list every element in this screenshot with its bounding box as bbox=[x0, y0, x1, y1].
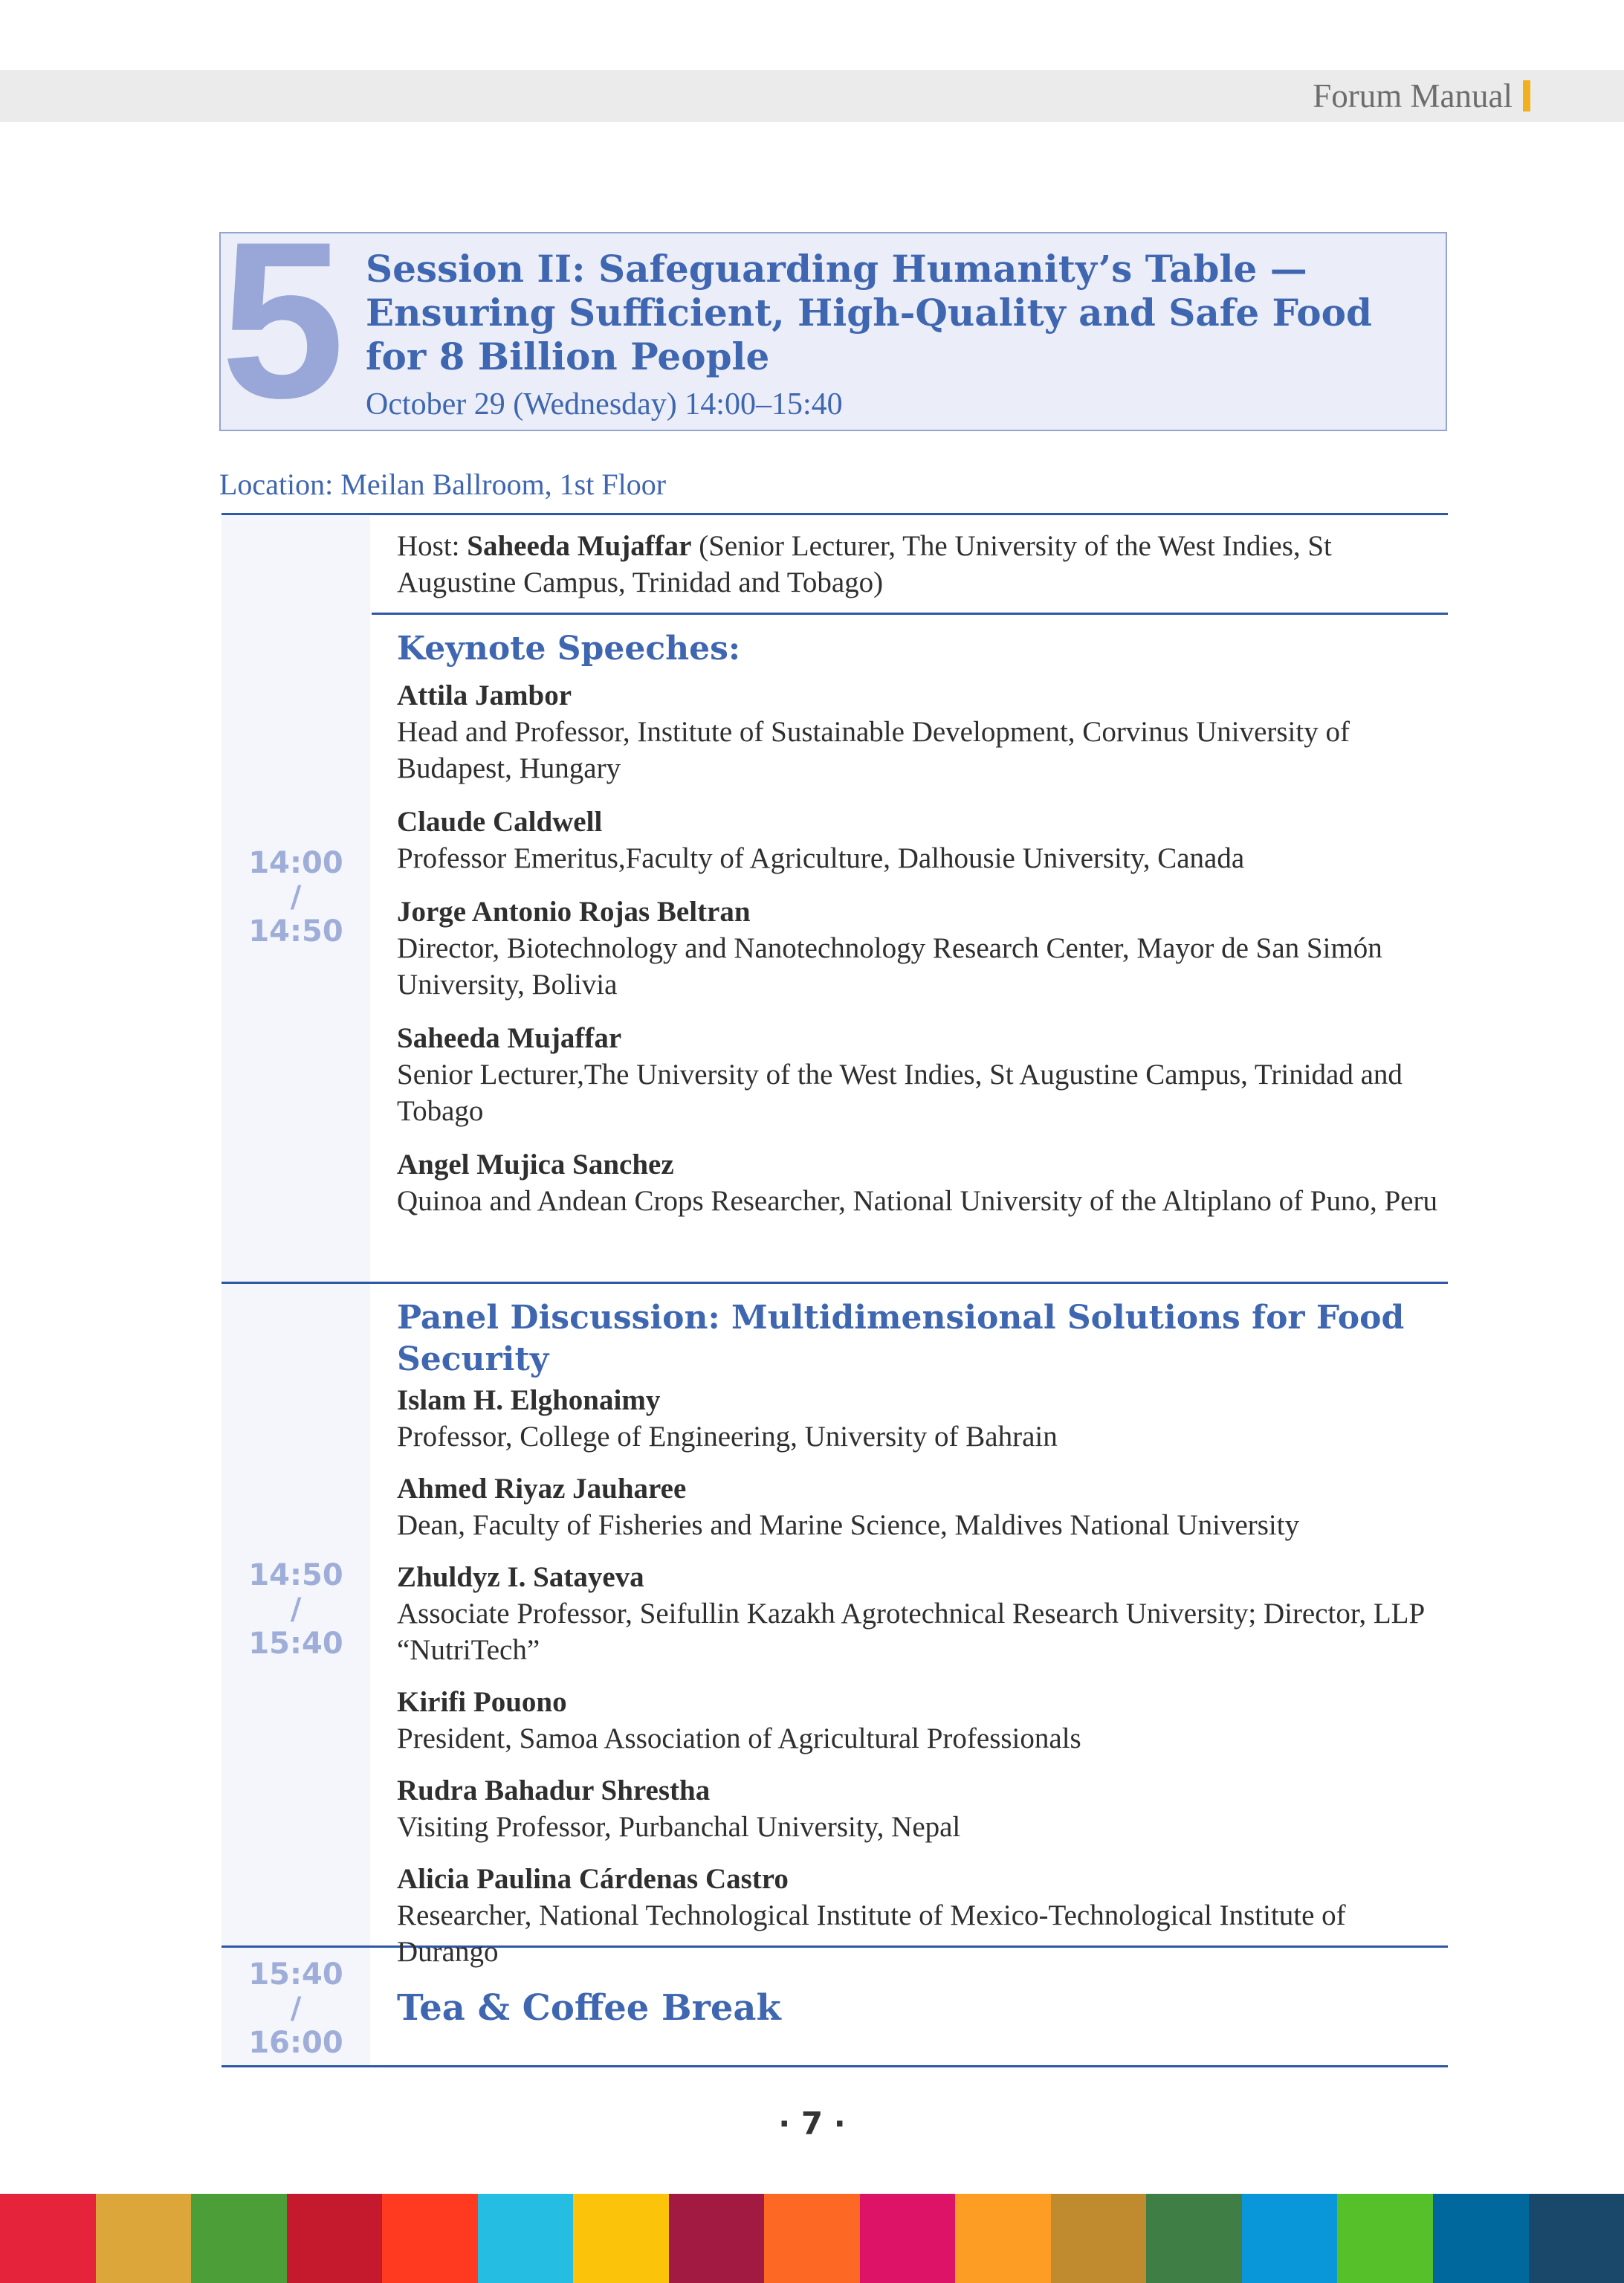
header-accent-mark bbox=[1523, 80, 1530, 112]
speaker-role: Director, Biotechnology and Nanotechnology Research Center, Mayor de San Simón University, Bolivia bbox=[397, 932, 1382, 1001]
panel-speaker bbox=[397, 1470, 1445, 1543]
keynote-heading: Keynote Speeches: bbox=[397, 630, 741, 668]
speaker-name: Alicia Paulina Cárdenas Castro bbox=[397, 1863, 789, 1895]
color-strip-segment bbox=[860, 2194, 956, 2283]
time-separator: / bbox=[290, 880, 302, 914]
color-strip-segment bbox=[955, 2194, 1051, 2283]
session-date-time: October 29 (Wednesday) 14:00–15:40 bbox=[366, 387, 843, 422]
speaker-role: Senior Lecturer,The University of the West Indies, St Augustine Campus, Trinidad and Tobago bbox=[397, 1059, 1403, 1127]
speaker-name: Rudra Bahadur Shrestha bbox=[397, 1775, 711, 1806]
color-strip-segment bbox=[1433, 2194, 1529, 2283]
time-end: 15:40 bbox=[248, 1627, 343, 1661]
speaker-name: Islam H. Elghonaimy bbox=[397, 1384, 661, 1416]
speaker-name: Saheeda Mujaffar bbox=[397, 1022, 622, 1054]
speaker-name: Kirifi Pouono bbox=[397, 1686, 567, 1718]
keynote-speaker bbox=[397, 894, 1445, 1003]
speaker-role: Researcher, National Technological Institute of Mexico-Technological Institute of Durango bbox=[397, 1899, 1346, 1968]
time-range-keynote bbox=[221, 846, 370, 949]
session-header-box bbox=[219, 195, 1447, 445]
speaker-name: Jorge Antonio Rojas Beltran bbox=[397, 896, 751, 928]
keynote-section bbox=[397, 628, 1445, 1236]
time-end: 16:00 bbox=[248, 2026, 343, 2060]
time-range-panel bbox=[221, 1558, 370, 1661]
speaker-role: President, Samoa Association of Agricultural Professionals bbox=[397, 1722, 1081, 1754]
speaker-name: Angel Mujica Sanchez bbox=[397, 1149, 674, 1181]
panel-heading: Panel Discussion: Multidimensional Solutions for Food Security bbox=[397, 1299, 1405, 1378]
time-start: 14:50 bbox=[248, 1558, 343, 1592]
host-name: Saheeda Mujaffar bbox=[467, 530, 692, 562]
session-title: Session II: Safeguarding Humanity’s Table — Ensuring Sufficient, High-Quality and Safe Food for 8 Billion People bbox=[366, 247, 1372, 378]
keynote-speaker bbox=[397, 1020, 1445, 1129]
break-title: Tea & Coffee Break bbox=[397, 1987, 781, 2029]
panel-speaker bbox=[397, 1559, 1445, 1668]
time-start: 15:40 bbox=[248, 1957, 343, 1992]
keynote-speaker bbox=[397, 677, 1445, 787]
host-affiliation: (Senior Lecturer, The University of the West Indies, St Augustine Campus, Trinidad and Tobago) bbox=[397, 530, 1332, 598]
color-strip-segment bbox=[1146, 2194, 1242, 2283]
time-separator: / bbox=[290, 1992, 302, 2026]
speaker-role: Head and Professor, Institute of Sustainable Development, Corvinus University of Budapest, Hungary bbox=[397, 716, 1350, 784]
time-range-break bbox=[221, 1957, 370, 2060]
table-rule-bottom bbox=[221, 2065, 1448, 2067]
color-strip-segment bbox=[1242, 2194, 1338, 2283]
session-number: 5 bbox=[221, 195, 340, 445]
page-number: · 7 · bbox=[778, 2105, 846, 2142]
speaker-role: Quinoa and Andean Crops Researcher, National University of the Altiplano of Puno, Peru bbox=[397, 1185, 1437, 1217]
color-strip bbox=[0, 2194, 1624, 2283]
speaker-name: Claude Caldwell bbox=[397, 806, 603, 838]
panel-speaker bbox=[397, 1772, 1445, 1845]
speaker-role: Professor Emeritus,Faculty of Agriculture, Dalhousie University, Canada bbox=[397, 842, 1245, 874]
panel-speaker bbox=[397, 1861, 1445, 1970]
host-line bbox=[397, 528, 1445, 601]
keynote-rule-bottom bbox=[221, 1282, 1448, 1284]
panel-section bbox=[397, 1297, 1445, 1986]
header-title: Forum Manual bbox=[1313, 77, 1513, 114]
color-strip-segment bbox=[382, 2194, 478, 2283]
panel-speaker bbox=[397, 1684, 1445, 1757]
host-rule bbox=[372, 613, 1448, 615]
speaker-role: Associate Professor, Seifullin Kazakh Agrotechnical Research University; Director, LLP “NutriTech” bbox=[397, 1598, 1424, 1666]
table-rule-top bbox=[221, 513, 1448, 515]
color-strip-segment bbox=[96, 2194, 192, 2283]
color-strip-segment bbox=[1051, 2194, 1147, 2283]
color-strip-segment bbox=[764, 2194, 860, 2283]
color-strip-segment bbox=[1529, 2194, 1624, 2283]
speaker-name: Attila Jambor bbox=[397, 679, 572, 711]
color-strip-segment bbox=[0, 2194, 96, 2283]
speaker-name: Ahmed Riyaz Jauharee bbox=[397, 1473, 687, 1505]
host-prefix: Host: bbox=[397, 530, 468, 562]
time-separator: / bbox=[290, 1592, 302, 1627]
panel-speaker bbox=[397, 1382, 1445, 1455]
color-strip-segment bbox=[191, 2194, 287, 2283]
keynote-speaker bbox=[397, 1146, 1445, 1219]
speaker-role: Dean, Faculty of Fisheries and Marine Science, Maldives National University bbox=[397, 1509, 1300, 1541]
speaker-role: Professor, College of Engineering, University of Bahrain bbox=[397, 1421, 1058, 1453]
color-strip-segment bbox=[669, 2194, 765, 2283]
color-strip-segment bbox=[573, 2194, 669, 2283]
color-strip-segment bbox=[478, 2194, 574, 2283]
color-strip-segment bbox=[1337, 2194, 1433, 2283]
speaker-name: Zhuldyz I. Satayeva bbox=[397, 1561, 644, 1593]
speaker-role: Visiting Professor, Purbanchal University, Nepal bbox=[397, 1811, 961, 1843]
keynote-speaker bbox=[397, 804, 1445, 876]
header-bar bbox=[0, 70, 1624, 122]
color-strip-segment bbox=[287, 2194, 383, 2283]
time-start: 14:00 bbox=[248, 846, 343, 880]
session-location: Location: Meilan Ballroom, 1st Floor bbox=[219, 468, 667, 501]
time-end: 14:50 bbox=[248, 914, 343, 949]
